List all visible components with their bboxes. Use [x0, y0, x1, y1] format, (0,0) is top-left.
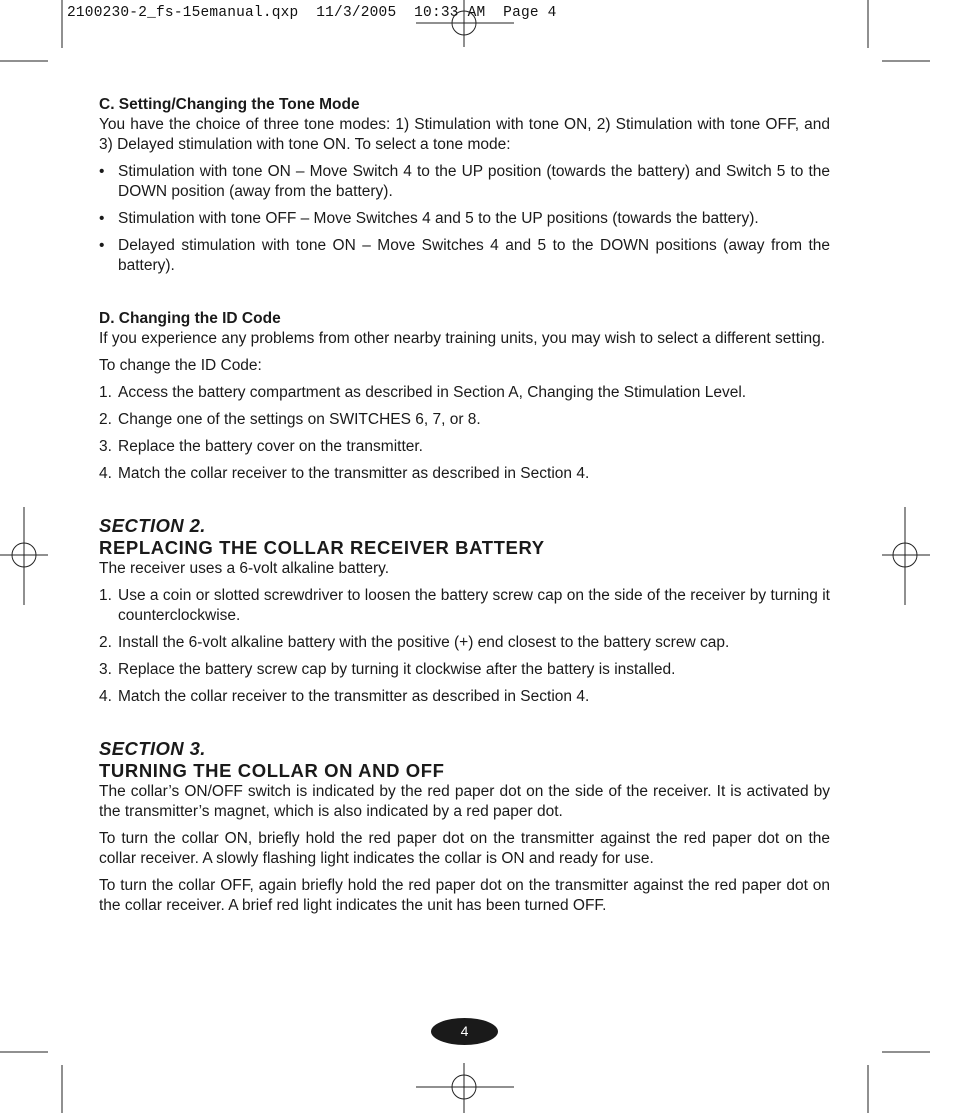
section-d-heading: D. Changing the ID Code: [99, 310, 281, 327]
step-number: 3.: [99, 661, 112, 678]
manual-content: [99, 95, 830, 923]
step-number: 1.: [99, 384, 112, 401]
step-text: Install the 6-volt alkaline battery with the positive (+) end closest to the battery screw cap.: [118, 634, 730, 651]
list-item-text: Stimulation with tone ON – Move Switch 4 to the UP position (towards the battery) and Switch 5 to the DOWN position (away from the battery).: [118, 163, 830, 200]
page-number: 4: [431, 1018, 498, 1045]
section-c-heading: C. Setting/Changing the Tone Mode: [99, 96, 360, 113]
step-text: Access the battery compartment as described in Section A, Changing the Stimulation Level.: [118, 384, 747, 401]
bullet-marker: •: [99, 163, 105, 180]
section-3-title: TURNING THE COLLAR ON AND OFF: [99, 760, 445, 781]
list-item: [99, 464, 830, 484]
list-item: [99, 209, 830, 229]
file-slug: 2100230-2_fs-15emanual.qxp 11/3/2005 10:33 AM Page 4: [67, 5, 557, 21]
step-number: 2.: [99, 634, 112, 651]
section-2-title: REPLACING THE COLLAR RECEIVER BATTERY: [99, 537, 545, 558]
list-item: [99, 236, 830, 276]
list-item: [99, 383, 830, 403]
list-item: [99, 162, 830, 202]
step-text: Match the collar receiver to the transmitter as described in Section 4.: [118, 465, 590, 482]
list-item-text: Stimulation with tone OFF – Move Switches 4 and 5 to the UP positions (towards the battery).: [118, 210, 759, 227]
bullet-marker: •: [99, 210, 105, 227]
section-d-intro: If you experience any problems from other nearby training units, you may wish to select a different setting.: [99, 330, 826, 347]
step-text: Change one of the settings on SWITCHES 6, 7, or 8.: [118, 411, 481, 428]
bullet-marker: •: [99, 237, 105, 254]
step-text: Replace the battery screw cap by turning it clockwise after the battery is installed.: [118, 661, 676, 678]
list-item: [99, 410, 830, 430]
section-2-intro: The receiver uses a 6-volt alkaline battery.: [99, 560, 390, 577]
step-text: Replace the battery cover on the transmitter.: [118, 438, 423, 455]
section-2-number: SECTION 2.: [99, 515, 206, 536]
tone-mode-list: [99, 162, 830, 276]
step-text: Match the collar receiver to the transmitter as described in Section 4.: [118, 688, 590, 705]
step-number: 2.: [99, 411, 112, 428]
section-3-paragraph: To turn the collar ON, briefly hold the red paper dot on the transmitter against the red paper dot on the collar receiver. A slowly flashing light indicates the collar is ON and ready for use.: [99, 830, 830, 867]
section-d-lead: To change the ID Code:: [99, 357, 262, 374]
battery-steps: [99, 586, 830, 707]
section-c-intro: You have the choice of three tone modes: 1) Stimulation with tone ON, 2) Stimulation with tone OFF, and 3) Delayed stimulation with tone ON. To select a tone mode:: [99, 116, 830, 153]
list-item-text: Delayed stimulation with tone ON – Move Switches 4 and 5 to the DOWN positions (away from the battery).: [118, 237, 830, 274]
section-3-paragraph: To turn the collar OFF, again briefly hold the red paper dot on the transmitter against the red paper dot on the collar receiver. A brief red light indicates the unit has been turned OFF.: [99, 877, 830, 914]
step-number: 3.: [99, 438, 112, 455]
step-number: 4.: [99, 465, 112, 482]
list-item: [99, 660, 830, 680]
step-number: 1.: [99, 587, 112, 604]
list-item: [99, 586, 830, 626]
list-item: [99, 633, 830, 653]
id-code-steps: [99, 383, 830, 484]
list-item: [99, 437, 830, 457]
step-text: Use a coin or slotted screwdriver to loosen the battery screw cap on the side of the receiver by turning it counterclockwise.: [118, 587, 830, 624]
section-3-paragraph: The collar’s ON/OFF switch is indicated by the red paper dot on the side of the receiver. It is activated by the transmitter’s magnet, which is also indicated by a red paper dot.: [99, 783, 830, 820]
section-3-number: SECTION 3.: [99, 738, 206, 759]
list-item: [99, 687, 830, 707]
step-number: 4.: [99, 688, 112, 705]
